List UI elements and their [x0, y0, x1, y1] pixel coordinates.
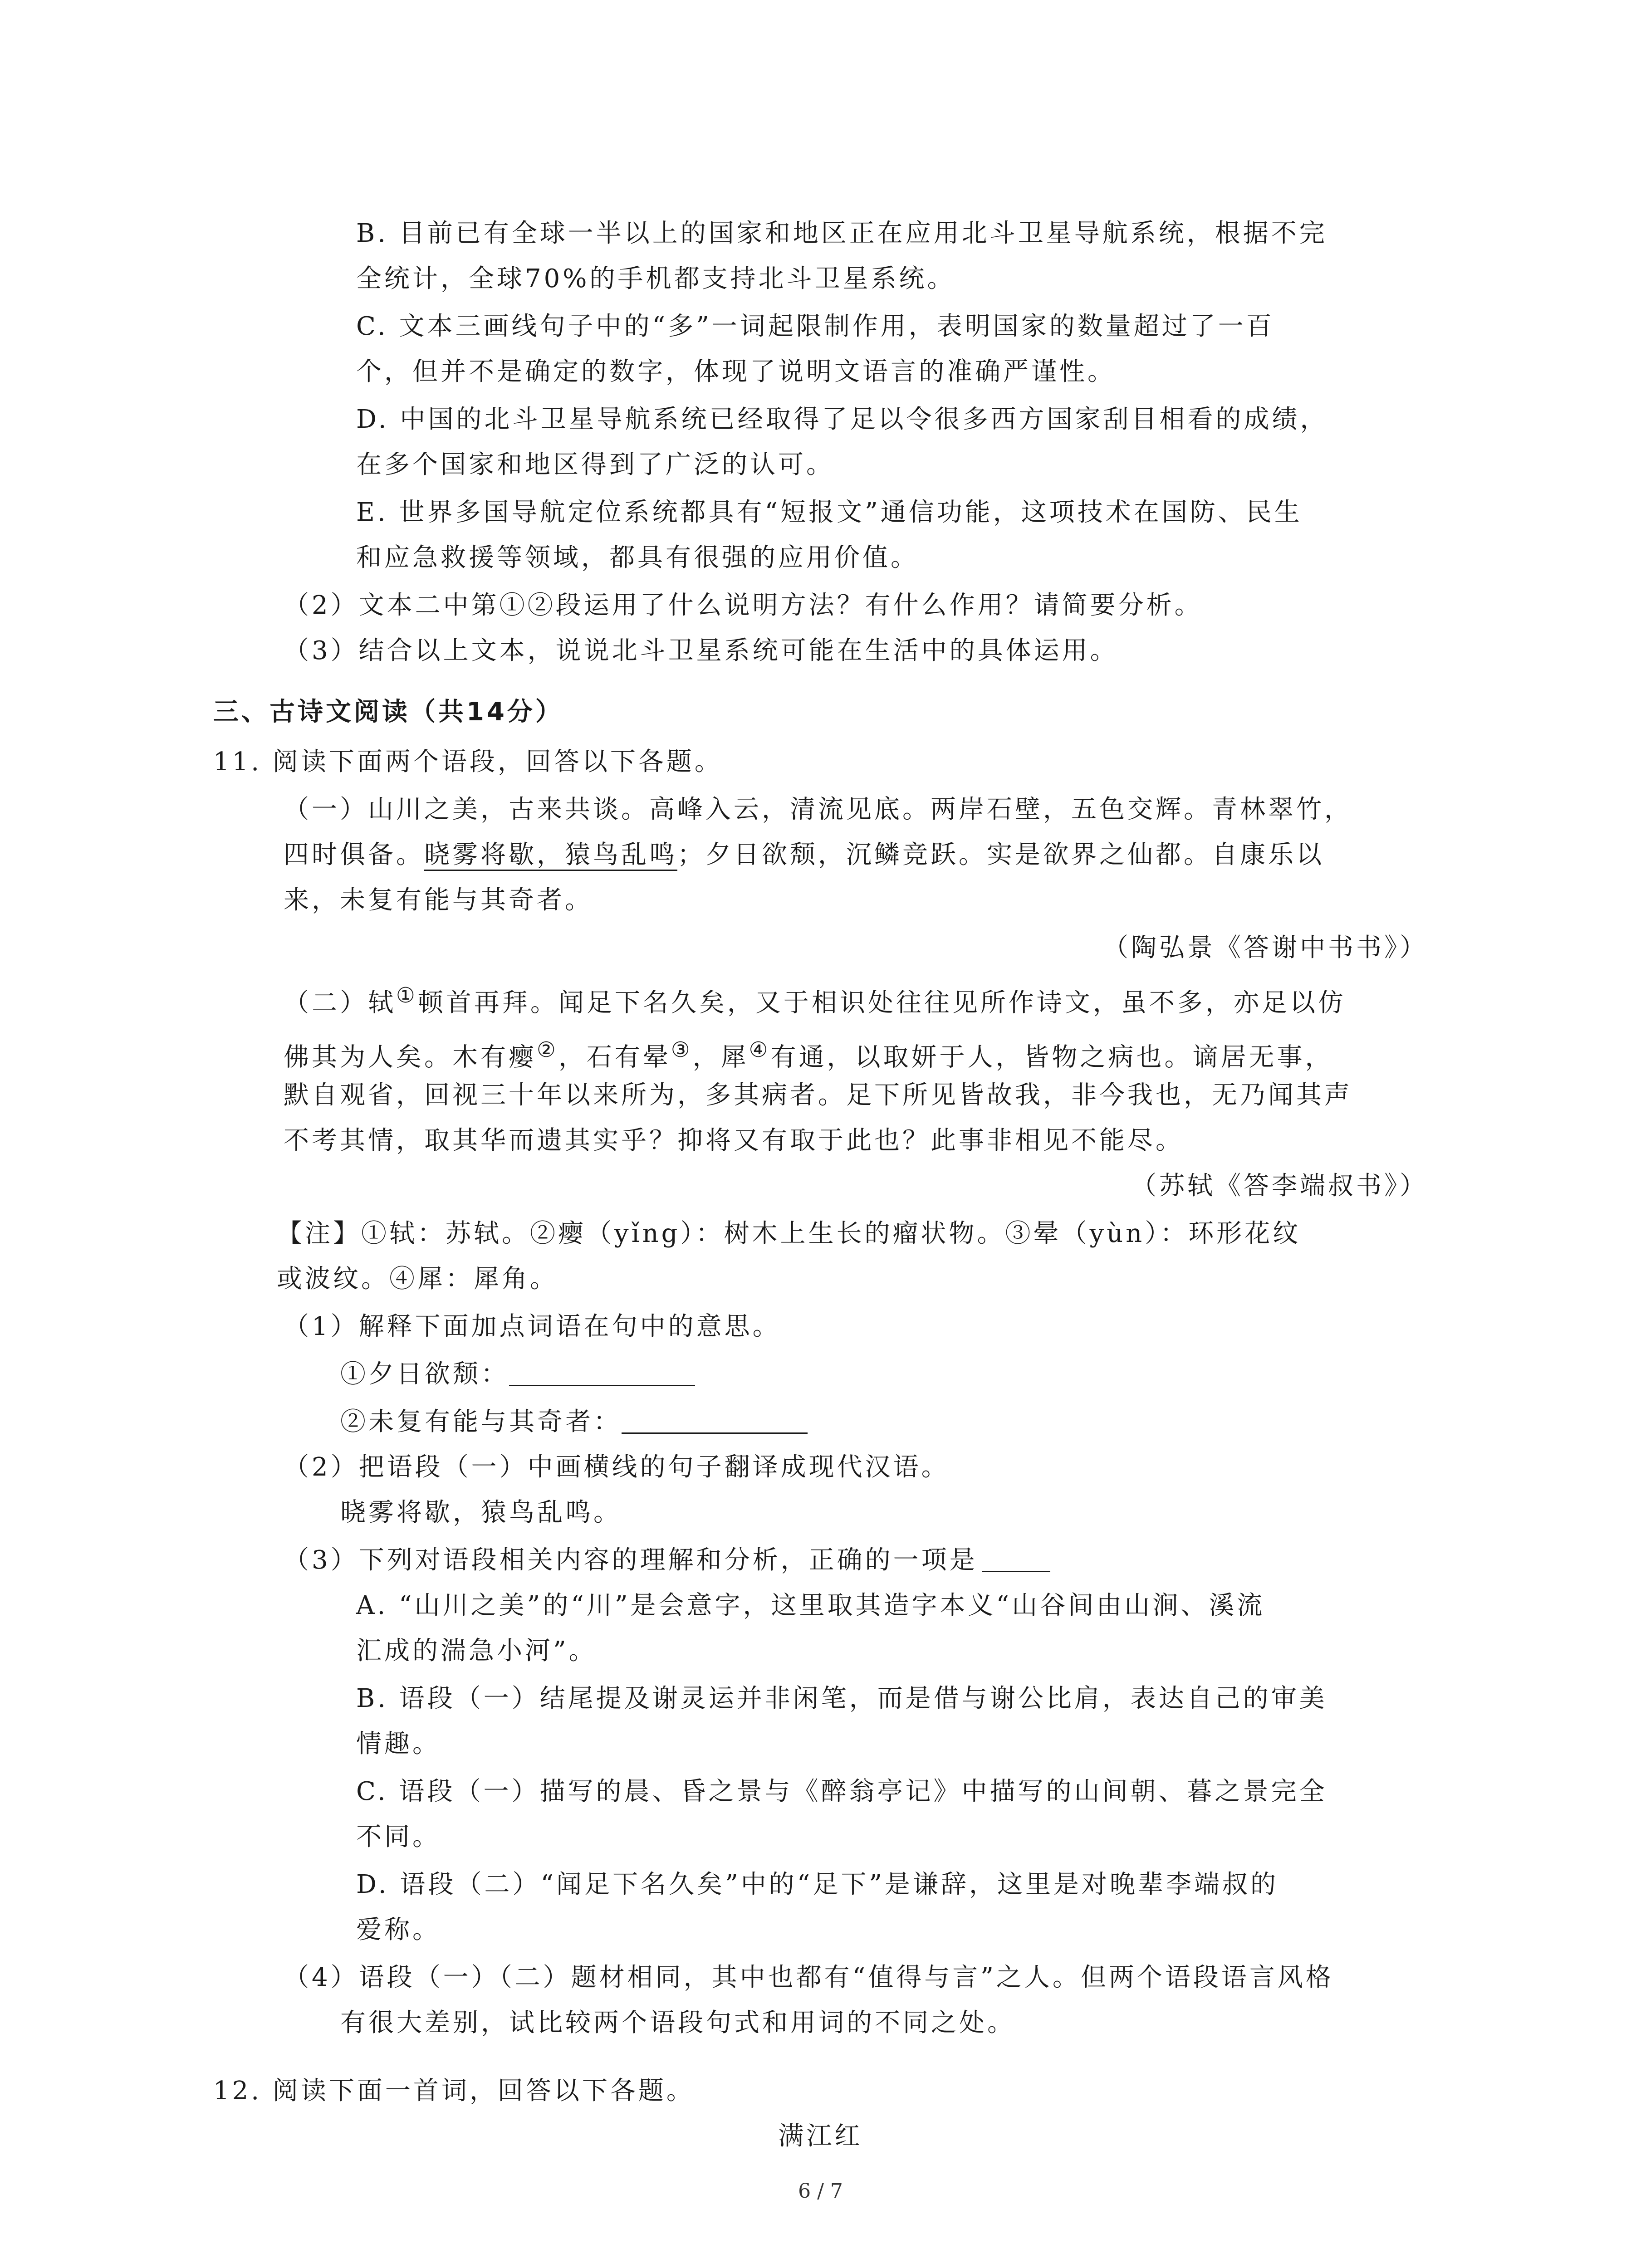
- q10-option-d-line2: 在多个国家和地区得到了广泛的认可。: [356, 450, 834, 479]
- q11-option-b-line1: B. 语段（一）结尾提及谢灵运并非闲笔，而是借与谢公比肩，表达自己的审美: [356, 1684, 1327, 1713]
- q11-option-d-line1: D. 语段（二）“闻足下名久矣”中的“足下”是谦辞，这里是对晚辈李端叔的: [356, 1870, 1279, 1899]
- q11-sub1-item-a: ①夕日欲颓：: [340, 1356, 695, 1393]
- q11-passage1-line3: 来，未复有能与其奇者。: [284, 885, 593, 915]
- q12-stem: 12. 阅读下面一首词，回答以下各题。: [213, 2076, 695, 2106]
- q10-subquestion-2: （2）文本二中第①②段运用了什么说明方法？有什么作用？请简要分析。: [284, 591, 1203, 620]
- q11-sub2-sentence: 晓雾将歇，猿鸟乱鸣。: [340, 1498, 622, 1527]
- q11-sub3: （3）下列对语段相关内容的理解和分析，正确的一项是: [284, 1542, 1050, 1579]
- q11-option-c-line2: 不同。: [356, 1822, 441, 1852]
- q11-option-d-line2: 爱称。: [356, 1915, 441, 1945]
- answer-blank[interactable]: [509, 1359, 695, 1386]
- underlined-sentence: 晓雾将歇，猿鸟乱鸣: [424, 840, 677, 870]
- q11-note-line2: 或波纹。④犀：犀角。: [277, 1264, 558, 1294]
- q10-option-b-line1: B. 目前已有全球一半以上的国家和地区正在应用北斗卫星导航系统，根据不完: [356, 219, 1327, 248]
- footnote-marker: ②: [537, 1038, 558, 1062]
- q10-subquestion-3: （3）结合以上文本，说说北斗卫星系统可能在生活中的具体运用。: [284, 636, 1118, 665]
- q11-passage2-source: （苏轼《答李端叔书》）: [1131, 1171, 1428, 1201]
- q11-sub4-line2: 有很大差别，试比较两个语段句式和用词的不同之处。: [340, 2008, 1015, 2038]
- q11-option-a-line2: 汇成的湍急小河”。: [356, 1636, 597, 1666]
- q11-option-b-line2: 情趣。: [356, 1729, 441, 1759]
- q10-option-e-line1: E. 世界多国导航定位系统都具有“短报文”通信功能，这项技术在国防、民生: [356, 498, 1303, 527]
- section-3-heading: 三、古诗文阅读（共14分）: [213, 697, 563, 727]
- q11-sub1: （1）解释下面加点词语在句中的意思。: [284, 1312, 781, 1341]
- q10-option-c-line2: 个，但并不是确定的数字，体现了说明文语言的准确严谨性。: [356, 357, 1116, 386]
- q10-option-d-line1: D. 中国的北斗卫星导航系统已经取得了足以令很多西方国家刮目相看的成绩，: [356, 405, 1328, 434]
- q11-passage1-source: （陶弘景《答谢中书书》）: [1103, 933, 1428, 963]
- q11-passage1-line2: 四时俱备。晓雾将歇，猿鸟乱鸣；夕日欲颓，沉鳞竞跃。实是欲界之仙都。自康乐以: [284, 840, 1324, 870]
- q11-passage2-line4: 不考其情，取其华而遗其实乎？抑将又有取于此也？此事非相见不能尽。: [284, 1126, 1184, 1155]
- footnote-marker: ①: [396, 983, 418, 1008]
- q12-poem-title: 满江红: [778, 2121, 863, 2151]
- footnote-marker: ④: [749, 1038, 771, 1062]
- q11-passage1-line1: （一）山川之美，古来共谈。高峰入云，清流见底。两岸石壁，五色交辉。青林翠竹，: [284, 795, 1352, 824]
- q10-option-b-line2: 全统计，全球70%的手机都支持北斗卫星系统。: [356, 264, 955, 293]
- q11-passage2-line1: （二）轼①顿首再拜。闻足下名久矣，又于相识处往往见所作诗文，虽不多，亦足以仿: [284, 983, 1346, 1018]
- q11-sub1-item-b: ②未复有能与其奇者：: [340, 1404, 808, 1440]
- q11-passage2-line3: 默自观省，回视三十年以来所为，多其病者。足下所见皆故我，非今我也，无乃闻其声: [284, 1080, 1352, 1110]
- footnote-marker: ③: [671, 1038, 693, 1062]
- q11-sub4-line1: （4）语段（一）（二）题材相同，其中也都有“值得与言”之人。但两个语段语言风格: [284, 1963, 1334, 1992]
- q11-note-line1: 【注】①轼：苏轼。②瘿（yǐng）：树木上生长的瘤状物。③晕（yùn）：环形花纹: [277, 1219, 1301, 1248]
- q10-option-e-line2: 和应急救援等领域，都具有很强的应用价值。: [356, 543, 919, 572]
- q11-option-a-line1: A. “山川之美”的“川”是会意字，这里取其造字本义“山谷间由山涧、溪流: [356, 1591, 1265, 1620]
- q11-option-c-line1: C. 语段（一）描写的晨、昏之景与《醉翁亭记》中描写的山间朝、暮之景完全: [356, 1777, 1327, 1806]
- q10-option-c-line1: C. 文本三画线句子中的“多”一词起限制作用，表明国家的数量超过了一百: [356, 312, 1274, 341]
- answer-blank[interactable]: [622, 1407, 808, 1434]
- q11-passage2-line2: 佛其为人矣。木有瘿②，石有晕③，犀④有通，以取妍于人，皆物之病也。谪居无事，: [284, 1038, 1333, 1072]
- q11-sub2: （2）把语段（一）中画横线的句子翻译成现代汉语。: [284, 1452, 950, 1482]
- q11-stem: 11. 阅读下面两个语段，回答以下各题。: [213, 747, 723, 777]
- page-number: 6 / 7: [798, 2180, 843, 2203]
- answer-blank[interactable]: [982, 1545, 1050, 1572]
